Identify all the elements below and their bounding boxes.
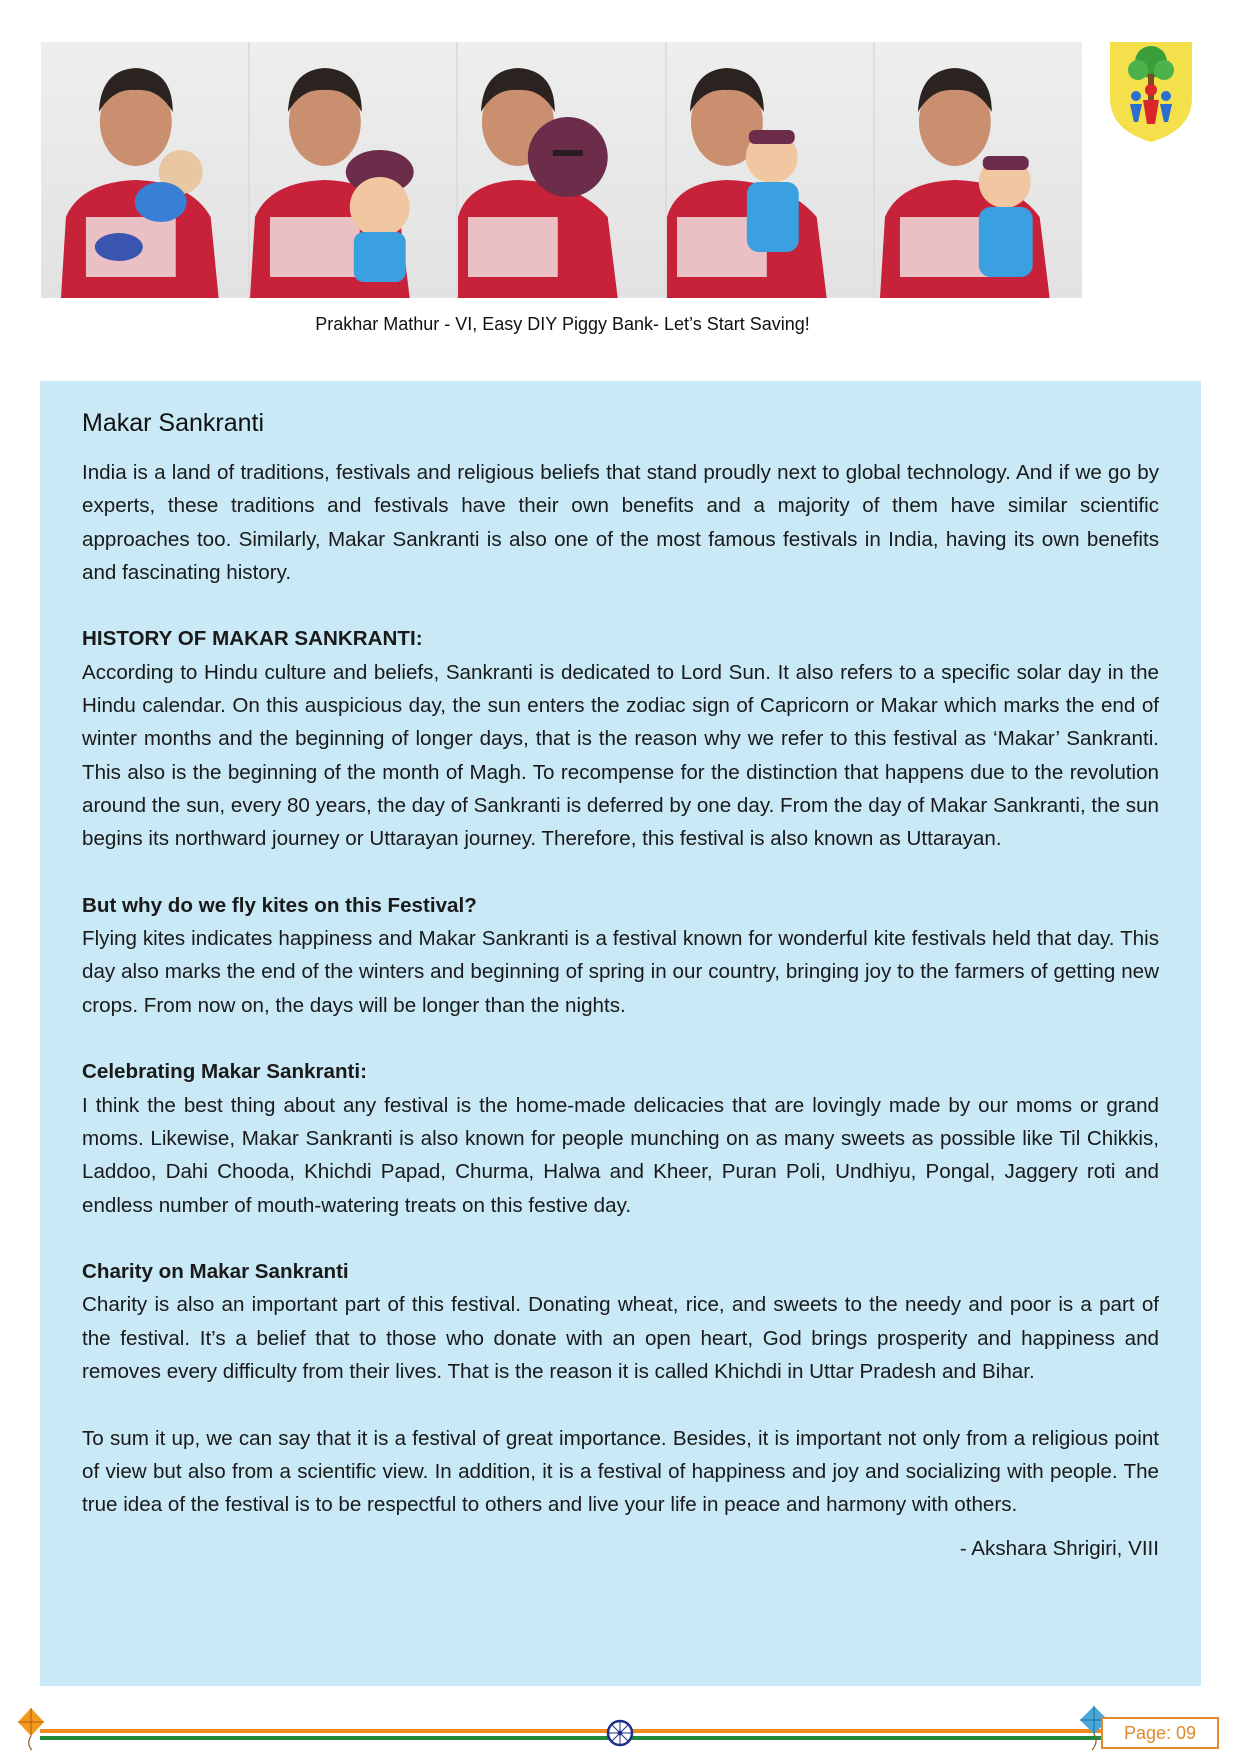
celebrating-paragraph: I think the best thing about any festival is the home-made delicacies that are lovingly made by our moms or grand moms. Likewise, Makar Sankranti is also known for people munching on as many sweets as possible like Til Chikkis, Laddoo, Dahi Chooda, Khichdi Papad, Churma, Halwa and Kheer, Puran Poli, Undhiyu, Pongal, Jaggery roti and endless number of mouth-watering treats on this festive day. — [82, 1093, 1159, 1217]
celebrating-heading: Celebrating Makar Sankranti: — [82, 1060, 367, 1084]
history-paragraph: According to Hindu culture and beliefs, Sankranti is dedicated to Lord Sun. It also refers to a specific solar day in the Hindu calendar. On this auspicious day, the sun enters the zodiac sign of Capricorn or Makar which marks the end of winter months and the beginning of longer days, that is the reason why we refer to this festival as ‘Makar’ Sankranti. This also is the beginning of the month of Magh. To recompense for the distinction that happens due to the revolution around the sun, every 80 years, the day of Sankranti is deferred by one day. From the day of Makar Sankranti, the sun begins its northward journey or Uttarayan journey. Therefore, this festival is also known as Uttarayan. — [82, 660, 1159, 851]
kites-heading: But why do we fly kites on this Festival? — [82, 893, 477, 917]
article-title: Makar Sankranti — [82, 409, 265, 437]
page-number: Page: 09 — [1101, 1717, 1219, 1749]
intro-paragraph: India is a land of traditions, festivals and religious beliefs that stand proudly next to global technology. And if we go by experts, these traditions and festivals have their own benefits and a majority of them have similar scientific approaches too. Similarly, Makar Sankranti is also one of the most famous festivals in India, having its own benefits and fascinating history. — [82, 461, 1159, 584]
charity-paragraph: Charity is also an important part of this festival. Donating wheat, rice, and sweets to the needy and poor is a part of the festival. It’s a belief that to those who donate with an open heart, God brings prosperity and happiness and removes every difficulty from their lives. That is the reason it is called Khichdi in Uttar Pradesh and Bihar. — [82, 1293, 1159, 1384]
photo-boy-with-piggy-bank-1 — [41, 42, 248, 298]
photo-caption: Prakhar Mathur - VI, Easy DIY Piggy Bank- Let’s Start Saving! — [315, 314, 810, 334]
footer-green-stripe — [40, 1736, 1119, 1740]
author-signature: - Akshara Shrigiri, VIII — [959, 1536, 1159, 1560]
photo-boy-with-piggy-bank-2 — [250, 42, 457, 298]
conclusion-paragraph: To sum it up, we can say that it is a festival of great importance. Besides, it is important not only from a religious point of view but also from a scientific view. In addition, it is a festival of happiness and joy and socializing with people. The true idea of the festival is to be respectful to others and live your life in peace and harmony with others. — [82, 1426, 1159, 1517]
photo-boy-with-piggy-bank-4 — [667, 42, 874, 298]
school-logo — [1098, 38, 1204, 146]
charity-heading: Charity on Makar Sankranti — [82, 1260, 349, 1284]
kite-left-icon — [14, 1706, 48, 1752]
ashoka-chakra-icon — [606, 1719, 634, 1747]
page-footer — [0, 1700, 1241, 1755]
article-panel — [40, 381, 1201, 1686]
history-heading: HISTORY OF MAKAR SANKRANTI: — [82, 627, 423, 651]
photo-boy-with-piggy-bank-3 — [458, 42, 665, 298]
photo-boy-with-piggy-bank-5 — [875, 42, 1082, 298]
photo-strip — [41, 42, 1082, 298]
kites-paragraph: Flying kites indicates happiness and Makar Sankranti is a festival known for wonderful kite festivals held that day. This day also marks the end of the winters and beginning of spring in our country, bringing joy to the farmers of getting new crops. From now on, the days will be longer than the nights. — [82, 927, 1159, 1017]
